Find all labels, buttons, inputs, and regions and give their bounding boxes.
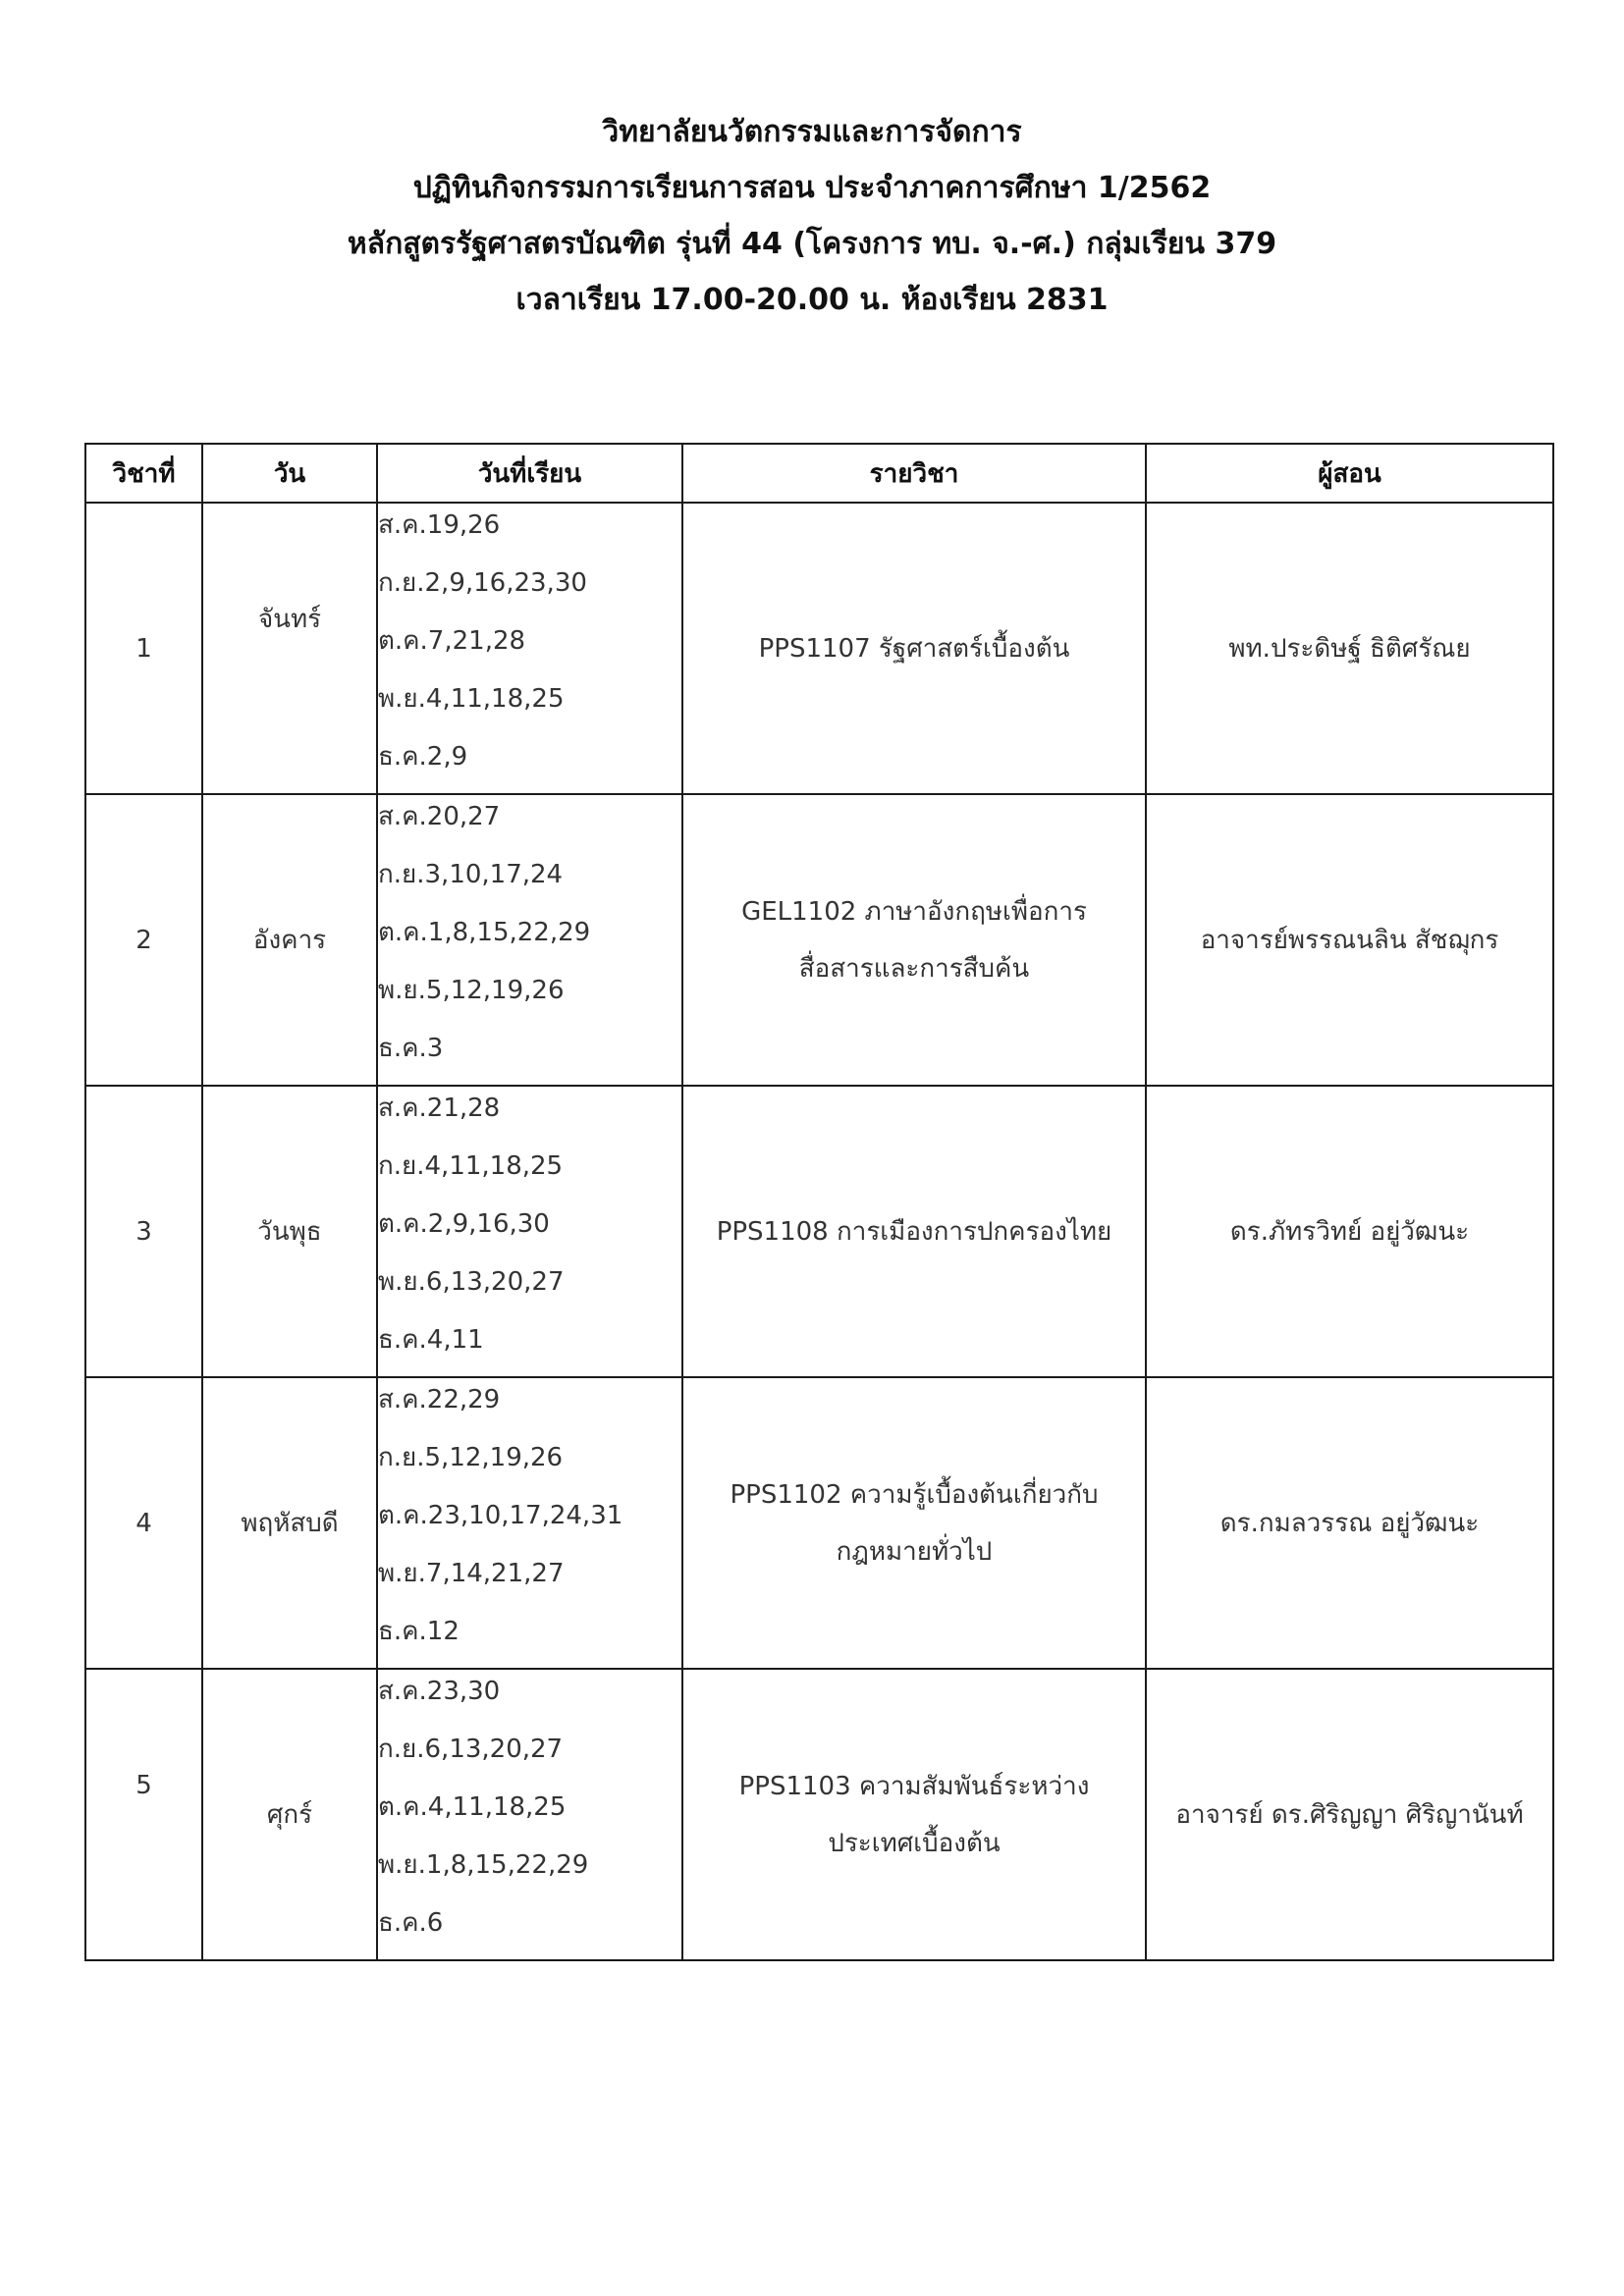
schedule-table <box>84 443 1554 1961</box>
subject-number-text: 2 <box>135 925 152 955</box>
dates-cell <box>377 503 682 794</box>
date-line: ส.ค.20,27 <box>378 802 501 831</box>
day-cell <box>202 1669 377 1960</box>
class-time-room: เวลาเรียน 17.00-20.00 น. ห้องเรียน 2831 <box>515 283 1109 317</box>
table-row <box>85 1669 1553 1960</box>
college-name: วิทยาลัยนวัตกรรมและการจัดการ <box>602 115 1022 149</box>
column-header-course: รายวิชา <box>682 444 1146 503</box>
document-header <box>0 115 1624 342</box>
date-line: พ.ย.6,13,20,27 <box>378 1267 565 1297</box>
course-name-line: GEL1102 ภาษาอังกฤษเพื่อการ <box>741 896 1087 927</box>
subject-number <box>85 794 202 1086</box>
dates-cell <box>377 1669 682 1960</box>
day-text: อังคาร <box>252 926 327 955</box>
table-row <box>85 1086 1553 1377</box>
date-line: พ.ย.1,8,15,22,29 <box>378 1850 589 1880</box>
instructor-name: อาจารย์พรรณนลิน สัชฌุกร <box>1200 926 1499 955</box>
date-line: ต.ค.1,8,15,22,29 <box>378 918 591 947</box>
course-cell <box>682 503 1146 794</box>
subject-number <box>85 1086 202 1377</box>
course-name: PPS1107 รัฐศาสตร์เบื้องต้น <box>758 633 1070 664</box>
calendar-title: ปฏิทินกิจกรรมการเรียนการสอน ประจำภาคการศึกษา 1/2562 <box>412 171 1212 205</box>
instructor-name: ดร.กมลวรรณ อยู่วัฒนะ <box>1219 1509 1480 1538</box>
column-header-subject-no: วิชาที่ <box>85 444 202 503</box>
date-line: ส.ค.21,28 <box>378 1094 501 1123</box>
date-line: ส.ค.23,30 <box>378 1677 501 1706</box>
date-line: ต.ค.2,9,16,30 <box>378 1209 550 1239</box>
course-name: PPS1108 การเมืองการปกครองไทย <box>716 1216 1112 1247</box>
date-line: ก.ย.6,13,20,27 <box>378 1735 564 1764</box>
course-cell <box>682 1086 1146 1377</box>
course-name-line: สื่อสารและการสืบค้น <box>798 953 1030 984</box>
date-line: ต.ค.7,21,28 <box>378 626 526 656</box>
table-row <box>85 1377 1553 1669</box>
subject-number <box>85 503 202 794</box>
subject-number-text: 3 <box>135 1216 152 1247</box>
instructor-name: พท.ประดิษฐ์ ธิติศรัณย <box>1228 634 1471 664</box>
course-name-line: PPS1103 ความสัมพันธ์ระหว่าง <box>738 1771 1090 1801</box>
date-line: ธ.ค.12 <box>378 1617 460 1646</box>
date-line: พ.ย.5,12,19,26 <box>378 976 565 1005</box>
date-line: ส.ค.22,29 <box>378 1385 501 1415</box>
instructor-cell <box>1146 503 1553 794</box>
subject-number-text: 5 <box>135 1770 152 1800</box>
date-line: ธ.ค.2,9 <box>378 742 468 772</box>
table-header-row <box>85 444 1553 503</box>
day-text: จันทร์ <box>257 605 322 634</box>
instructor-cell <box>1146 794 1553 1086</box>
subject-number <box>85 1377 202 1669</box>
dates-cell <box>377 1377 682 1669</box>
table-row <box>85 503 1553 794</box>
date-line: ก.ย.2,9,16,23,30 <box>378 568 587 598</box>
date-line: ก.ย.3,10,17,24 <box>378 860 564 889</box>
course-name-line: กฎหมายทั่วไป <box>836 1536 993 1567</box>
instructor-name: ดร.ภัทรวิทย์ อยู่วัฒนะ <box>1229 1217 1470 1247</box>
day-cell <box>202 503 377 794</box>
course-name-line: ประเทศเบื้องต้น <box>828 1828 1001 1858</box>
day-cell <box>202 1377 377 1669</box>
program-info: หลักสูตรรัฐศาสตรบัณฑิต รุ่นที่ 44 (โครงการ ทบ. จ.-ศ.) กลุ่มเรียน 379 <box>347 227 1277 261</box>
course-cell <box>682 794 1146 1086</box>
column-header-day: วัน <box>202 444 377 503</box>
day-cell <box>202 794 377 1086</box>
instructor-cell <box>1146 1086 1553 1377</box>
day-text: พฤหัสบดี <box>241 1509 339 1538</box>
column-header-instructor: ผู้สอน <box>1146 444 1553 503</box>
date-line: ก.ย.4,11,18,25 <box>378 1151 564 1181</box>
day-text: ศุกร์ <box>266 1800 313 1830</box>
instructor-name: อาจารย์ ดร.ศิริญญา ศิริญานันท์ <box>1175 1800 1524 1830</box>
date-line: ธ.ค.6 <box>378 1908 444 1938</box>
day-cell <box>202 1086 377 1377</box>
instructor-cell <box>1146 1669 1553 1960</box>
instructor-cell <box>1146 1377 1553 1669</box>
date-line: ธ.ค.3 <box>378 1034 444 1063</box>
date-line: ก.ย.5,12,19,26 <box>378 1443 564 1472</box>
date-line: ส.ค.19,26 <box>378 510 501 540</box>
table-row <box>85 794 1553 1086</box>
date-line: ต.ค.23,10,17,24,31 <box>378 1501 623 1530</box>
date-line: ธ.ค.4,11 <box>378 1325 484 1355</box>
date-line: พ.ย.7,14,21,27 <box>378 1559 565 1588</box>
course-name-line: PPS1102 ความรู้เบื้องต้นเกี่ยวกับ <box>730 1479 1099 1510</box>
course-cell <box>682 1669 1146 1960</box>
dates-cell <box>377 1086 682 1377</box>
course-cell <box>682 1377 1146 1669</box>
date-line: พ.ย.4,11,18,25 <box>378 684 565 714</box>
subject-number-text: 4 <box>135 1508 152 1538</box>
column-header-dates: วันที่เรียน <box>377 444 682 503</box>
dates-cell <box>377 794 682 1086</box>
subject-number-text: 1 <box>135 633 152 664</box>
day-text: วันพุธ <box>257 1217 322 1247</box>
subject-number <box>85 1669 202 1960</box>
date-line: ต.ค.4,11,18,25 <box>378 1792 567 1822</box>
